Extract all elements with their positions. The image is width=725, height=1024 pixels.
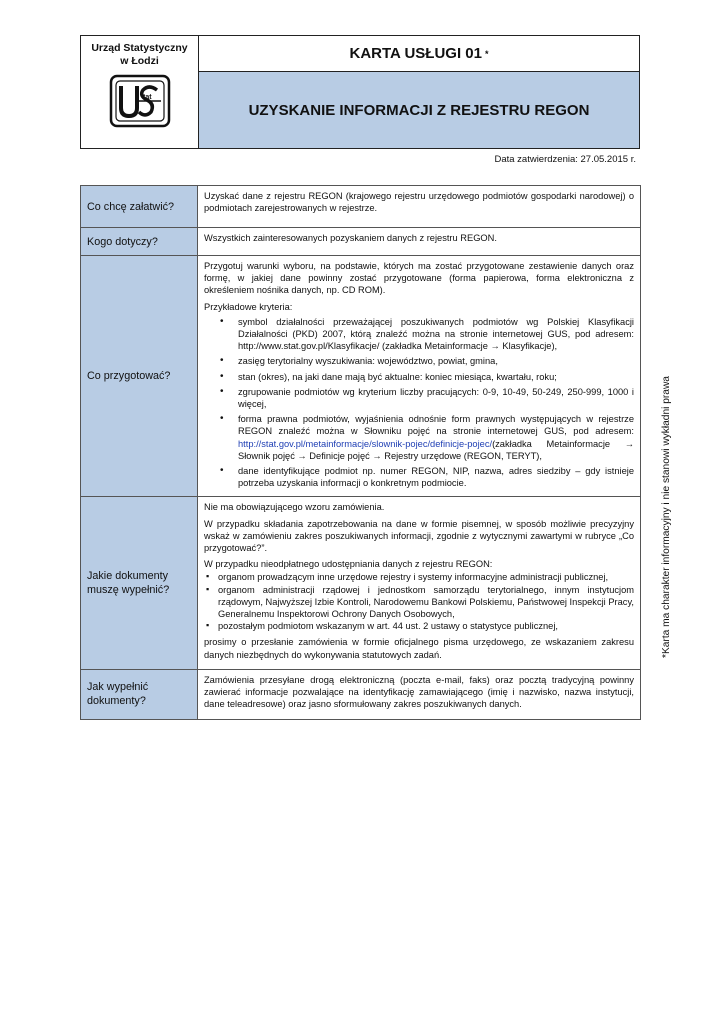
list-item: • dane identyfikujące podmiot np. numer REGON, NIP, nazwa, adres siedziby – gdy istnieje potrzeba uzyskania informacji o konkretnym podmiocie.	[238, 465, 634, 489]
row-content-what: Uzyskać dane z rejestru REGON (krajowego rejestru urzędowego podmiotów gospodarki narodowej) o podmiotach zarejestrowanych w rejestrze.	[198, 186, 641, 228]
service-card-table	[80, 185, 641, 720]
row-content-documents	[198, 497, 641, 669]
criteria-list	[204, 316, 634, 490]
list-item	[238, 413, 634, 462]
card-title-text: KARTA USŁUGI 01	[349, 45, 482, 62]
prepare-intro: Przygotuj warunki wyboru, na podstawie, których ma zostać przygotowane zestawienie danych oraz formę, w jakiej dane powinny zostać przygotowane (forma papierowa, forma elektroniczna z określeniem nośnika danych, np. CD ROM).	[204, 261, 634, 296]
list-item: ▪ organom prowadzącym inne urzędowe rejestry i systemy informacyjne administracji publicznej,	[218, 571, 634, 583]
office-name-line1: Urząd Statystyczny	[91, 42, 188, 54]
list-item: ▪ organom administracji rządowej i jednostkom samorządu terytorialnego, innym instytucjom rządowym, Najwyższej Izbie Kontroli, Narodowemu Bankowi Polskiemu, Państwowej Inspekcji Pracy, Generalnemu Inspektorowi Ochrony Danych Osobowych,	[218, 584, 634, 621]
table-row	[81, 256, 641, 497]
legal-form-text: forma prawna podmiotów, wyjaśnienia odnośnie form prawnych występujących w rejestrze REGON znaleźć można w Słowniku pojęć na stronie internetowej GUS, pod adresem:	[238, 414, 634, 437]
row-label-who: Kogo dotyczy?	[81, 228, 198, 256]
row-label-what: Co chcę załatwić?	[81, 186, 198, 228]
ustat-logo-icon	[109, 74, 171, 128]
row-label-fill: Jak wypełnić dokumenty?	[81, 669, 198, 719]
header-box	[80, 35, 640, 149]
office-block	[81, 36, 199, 148]
free-access-list	[204, 571, 634, 632]
legal-form-tail: (zakładka Metainformacje → Słownik pojęć → Definicje pojęć → Rejestry urzędowe (REGON, TERYT),	[238, 438, 634, 461]
title-block	[199, 36, 639, 148]
table-row	[81, 497, 641, 669]
office-name-line2: w Łodzi	[120, 55, 159, 67]
row-content-who: Wszystkich zainteresowanych pozyskaniem danych z rejestru REGON.	[198, 228, 641, 256]
documents-p3: W przypadku nieodpłatnego udostępniania danych z rejestru REGON:	[204, 559, 493, 570]
card-title-mark: *	[485, 48, 489, 59]
criteria-heading: Przykładowe kryteria:	[204, 301, 293, 312]
documents-p1: Nie ma obowiązującego wzoru zamówienia.	[204, 502, 385, 513]
table-row	[81, 669, 641, 719]
list-item: • zasięg terytorialny wyszukiwania: województwo, powiat, gmina,	[238, 355, 634, 367]
documents-p4: prosimy o przesłanie zamówienia w formie oficjalnego pisma urzędowego, ze wskazaniem zakresu danych niezbędnych do wykonywania statutowych zadań.	[204, 637, 634, 660]
row-label-documents: Jakie dokumenty muszę wypełnić?	[81, 497, 198, 669]
row-content-prepare	[198, 256, 641, 497]
list-item: • symbol działalności przeważającej poszukiwanych podmiotów wg Polskiej Klasyfikacji Działalności (PKD) 2007, którą znaleźć można na stronie internetowej GUS, pod adresem: http://www.stat.gov.pl/Klasyfikacje/ (zakładka Metainformacje → Klasyfikacje),	[238, 316, 634, 353]
list-item: ▪ pozostałym podmiotom wskazanym w art. 44 ust. 2 ustawy o statystyce publicznej,	[218, 620, 634, 632]
table-row	[81, 228, 641, 256]
svg-text:tat: tat	[142, 94, 152, 101]
table-row	[81, 186, 641, 228]
glossary-link[interactable]: http://stat.gov.pl/metainformacje/slownik-pojec/definicje-pojec/	[238, 438, 493, 449]
card-title	[199, 36, 639, 72]
approval-date: Data zatwierdzenia: 27.05.2015 r.	[494, 154, 636, 165]
documents-p2: W przypadku składania zapotrzebowania na dane w formie pisemnej, w sposób możliwie precyzyjny wskaż w zamówieniu zakres poszukiwanych informacji, zgodnie z wytycznymi zawartymi w rubryce „Co przygotować?”.	[204, 518, 634, 554]
service-title: UZYSKANIE INFORMACJI Z REJESTRU REGON	[199, 72, 639, 148]
row-content-fill: Zamówienia przesyłane drogą elektroniczną (poczta e-mail, faks) oraz pocztą tradycyjną powinny zawierać informacje pozwalające na identyfikację zamawiającego (imię i nazwisko, nazwa instytucji, dane teleadresowe) oraz jasno sformułowany zakres poszukiwanych danych.	[198, 669, 641, 719]
row-label-prepare: Co przygotować?	[81, 256, 198, 497]
side-disclaimer: *Karta ma charakter informacyjny i nie stanowi wykładni prawa	[661, 376, 672, 658]
list-item: • stan (okres), na jaki dane mają być aktualne: koniec miesiąca, kwartału, roku;	[238, 371, 634, 383]
list-item: • zgrupowanie podmiotów wg kryterium liczby pracujących: 0-9, 10-49, 50-249, 250-999, 1000 i więcej,	[238, 386, 634, 410]
